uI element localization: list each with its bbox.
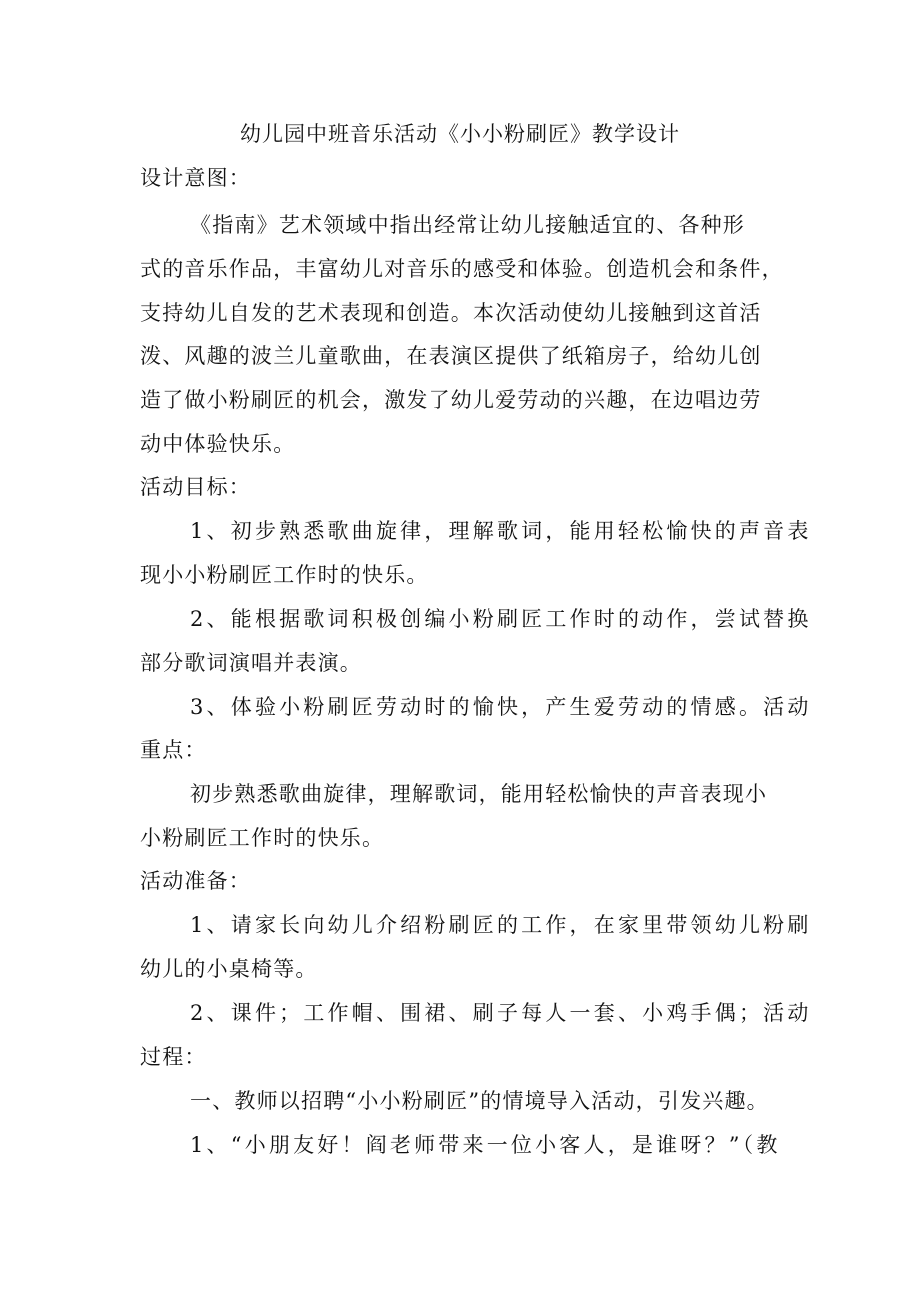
preparation-item-1-continued: 幼儿的小桌椅等。 — [140, 957, 318, 981]
goal-item-2-continued: 部分歌词演唱并表演。 — [140, 651, 362, 675]
section-heading-key-point: 重点： — [140, 738, 207, 762]
paragraph-line: 初步熟悉歌曲旋律，理解歌词，能用轻松愉快的声音表现小 — [190, 782, 768, 806]
process-step-1: 一、教师以招聘“小小粉刷匠”的情境导入活动，引发兴趣。 — [190, 1089, 769, 1113]
paragraph-line: 支持幼儿自发的艺术表现和创造。本次活动使幼儿接触到这首活 — [140, 301, 762, 325]
paragraph-line: 泼、风趣的波兰儿童歌曲，在表演区提供了纸箱房子，给幼儿创 — [140, 344, 762, 368]
document-title: 幼儿园中班音乐活动《小小粉刷匠》教学设计 — [240, 122, 680, 146]
section-heading-process: 过程： — [140, 1045, 207, 1069]
goal-item-2: 2、能根据歌词积极创编小粉刷匠工作时的动作，尝试替换 — [190, 607, 812, 631]
section-heading-design-intent: 设计意图： — [140, 166, 251, 190]
preparation-item-2: 2、课件；工作帽、围裙、刷子每人一套、小鸡手偶；活动 — [190, 1001, 812, 1025]
paragraph-line: 小粉刷匠工作时的快乐。 — [140, 826, 385, 850]
preparation-item-1: 1、请家长向幼儿介绍粉刷匠的工作，在家里带领幼儿粉刷 — [190, 913, 812, 937]
section-heading-preparation: 活动准备： — [140, 869, 251, 893]
section-heading-goals: 活动目标： — [140, 475, 251, 499]
paragraph-line: 《指南》艺术领域中指出经常让幼儿接触适宜的、各种形 — [190, 213, 745, 237]
paragraph-line: 式的音乐作品，丰富幼儿对音乐的感受和体验。创造机会和条件， — [140, 257, 784, 281]
paragraph-line: 造了做小粉刷匠的机会，激发了幼儿爱劳动的兴趣，在边唱边劳 — [140, 388, 762, 412]
goal-item-3: 3、体验小粉刷匠劳动时的愉快，产生爱劳动的情感。活动 — [190, 695, 812, 719]
goal-item-1: 1、初步熟悉歌曲旋律，理解歌词，能用轻松愉快的声音表 — [190, 519, 812, 543]
paragraph-line: 动中体验快乐。 — [140, 432, 296, 456]
process-step-1-1: 1、“小朋友好！阎老师带来一位小客人，是谁呀？”（教 — [190, 1133, 781, 1157]
goal-item-1-continued: 现小小粉刷匠工作时的快乐。 — [140, 563, 429, 587]
